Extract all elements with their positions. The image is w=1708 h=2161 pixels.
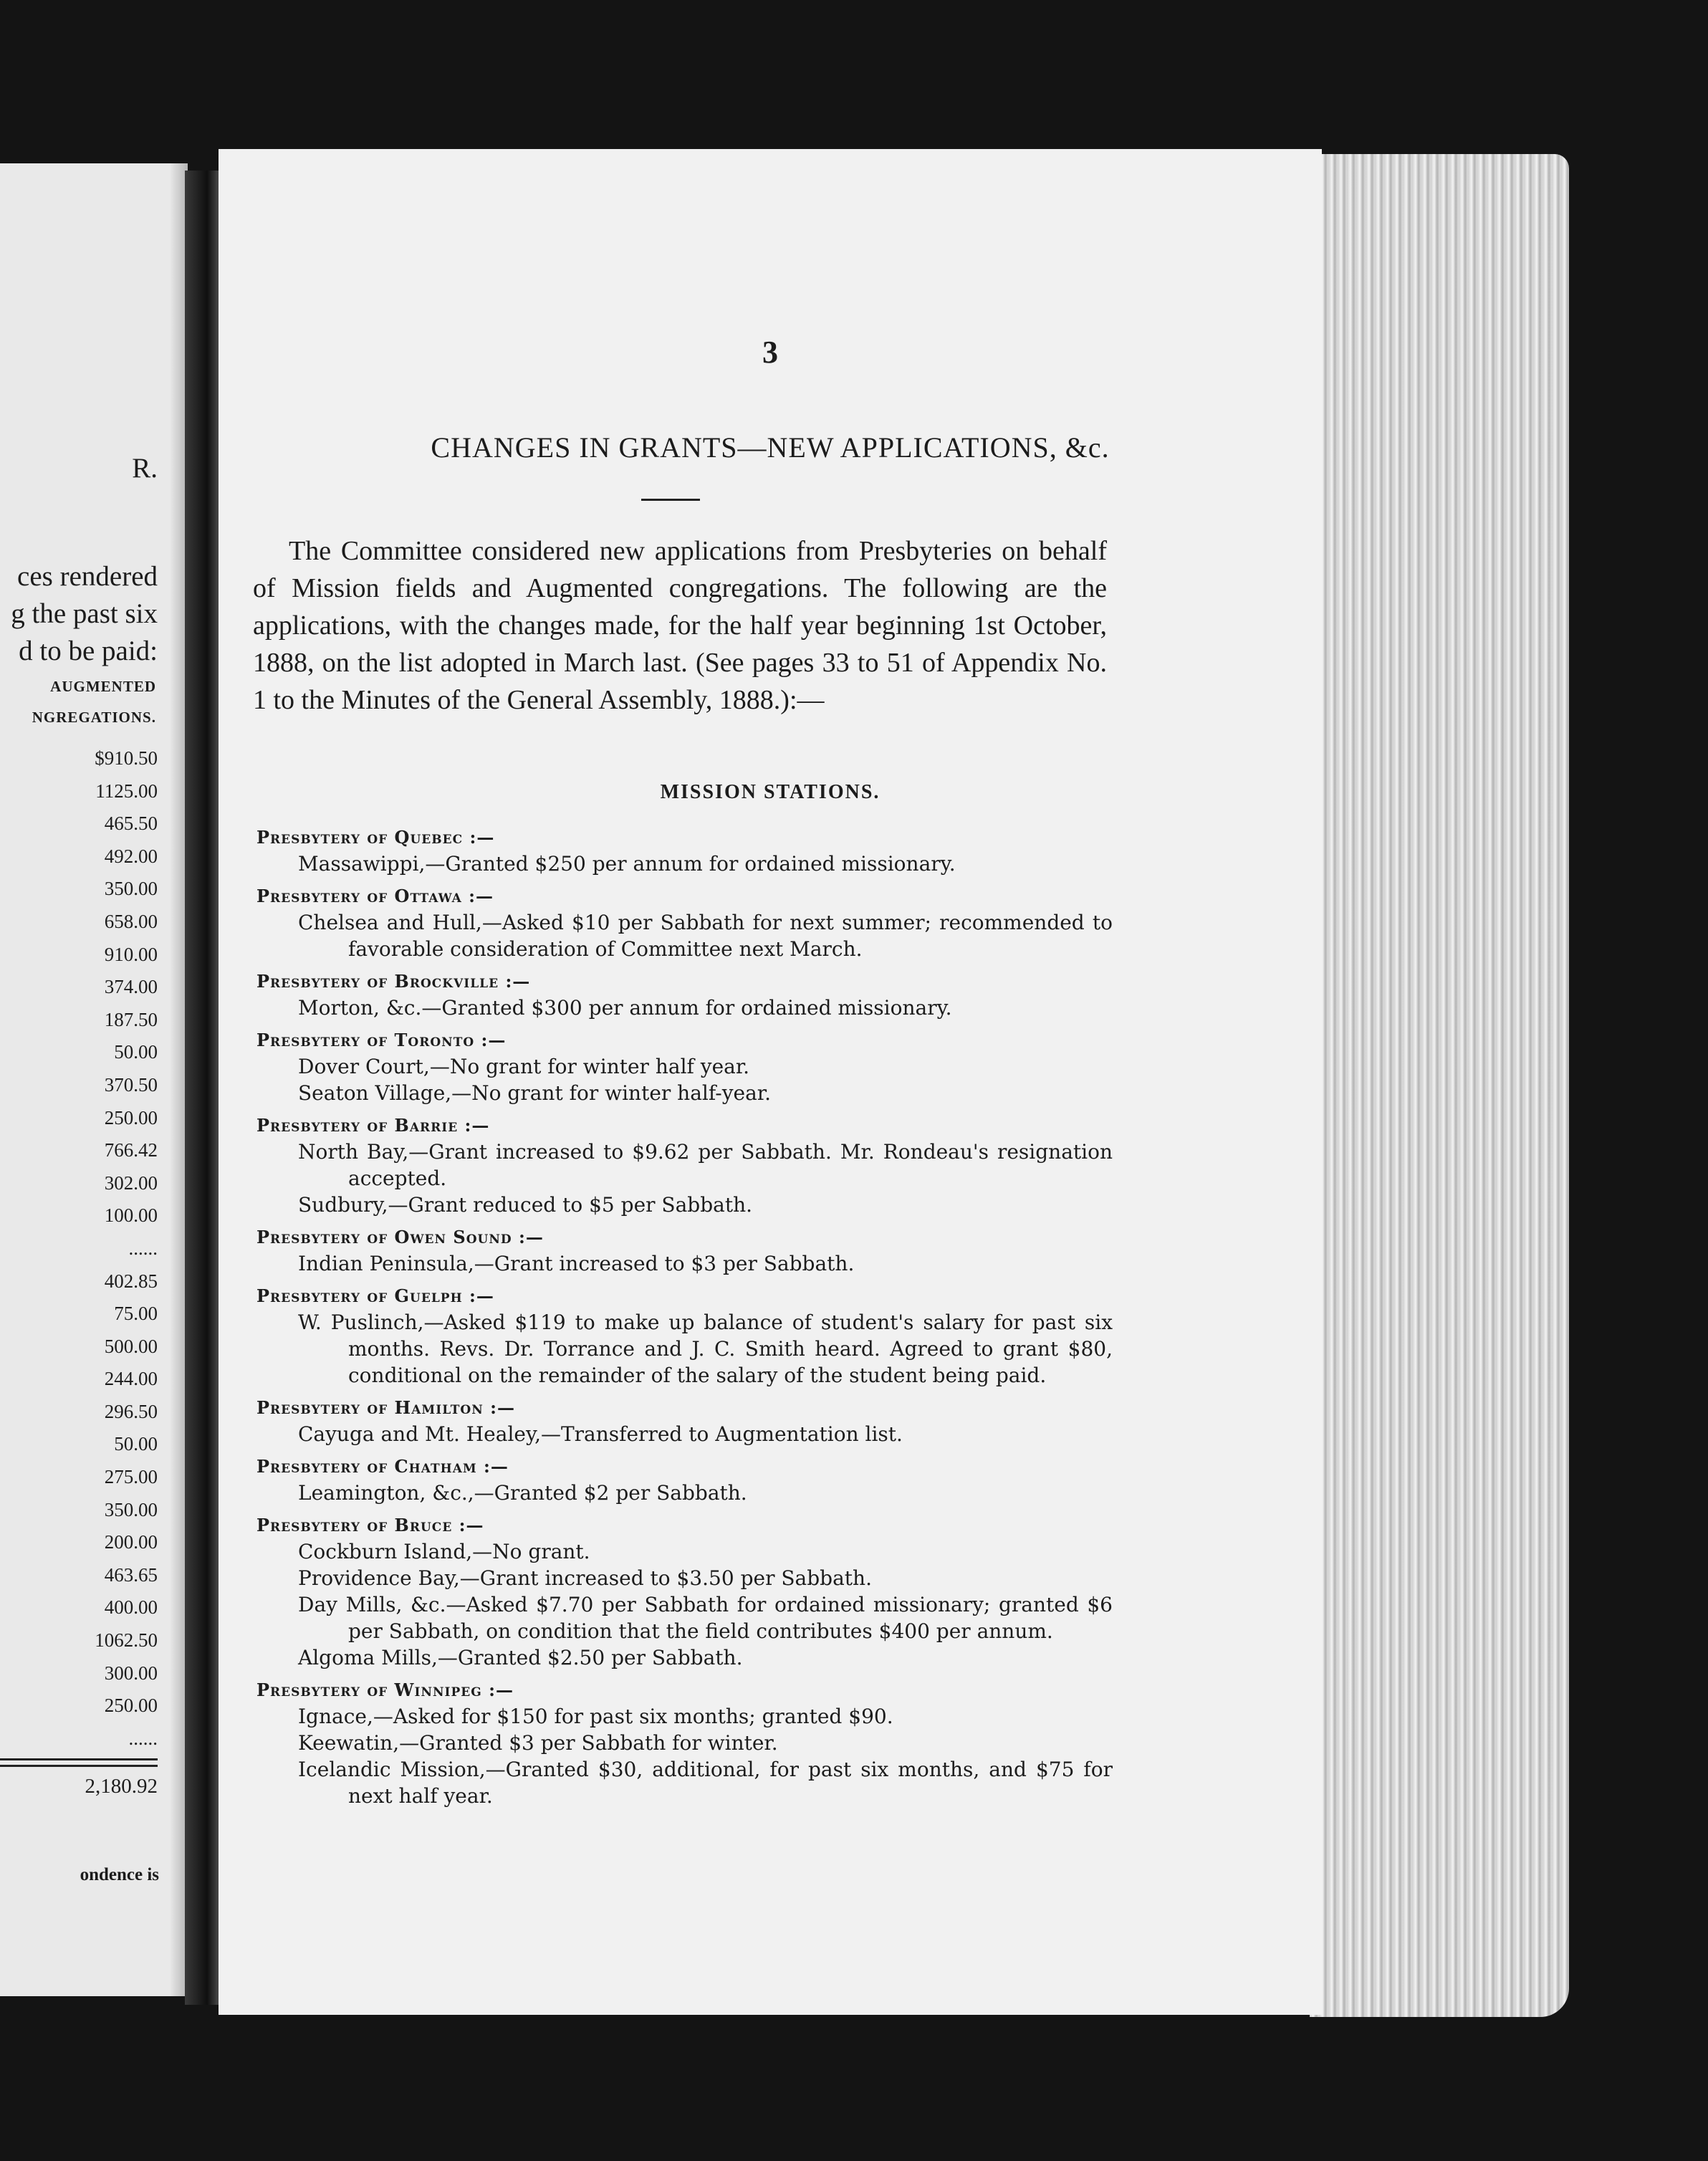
left-page-footer-text: ondence is — [80, 1865, 159, 1884]
amount-cell: 350.00 — [104, 878, 158, 900]
presbytery-heading: Presbytery of Bruce :— — [256, 1515, 484, 1535]
presbytery-block — [256, 1112, 1113, 1218]
presbytery-heading: Presbytery of Brockville :— — [256, 971, 531, 992]
amount-cell: 250.00 — [104, 1695, 158, 1717]
amount-cell: 50.00 — [114, 1041, 158, 1063]
amount-cell: 492.00 — [104, 845, 158, 867]
page-title: CHANGES IN GRANTS—NEW APPLICATIONS, &c. — [431, 431, 1110, 464]
station-entry: Sudbury,—Grant reduced to $5 per Sabbath. — [298, 1193, 753, 1217]
presbytery-block — [256, 1283, 1113, 1389]
amount-cell: 402.85 — [104, 1270, 158, 1292]
amount-cell: 500.00 — [104, 1335, 158, 1357]
presbytery-block — [256, 1394, 1113, 1447]
station-entry: Cayuga and Mt. Healey,—Transferred to Augmentation list. — [298, 1422, 903, 1446]
presbytery-heading: Presbytery of Guelph :— — [256, 1285, 494, 1306]
page-number: 3 — [762, 335, 778, 370]
left-page-text-line: g the past six — [11, 598, 158, 629]
amount-cell: 1062.50 — [95, 1629, 158, 1652]
amount-cell: 50.00 — [114, 1433, 158, 1455]
amount-cell: 75.00 — [114, 1303, 158, 1325]
presbytery-heading: Presbytery of Ottawa :— — [256, 886, 494, 906]
amount-cell: 275.00 — [104, 1466, 158, 1488]
amount-cell: $910.50 — [95, 747, 158, 769]
presbytery-block — [256, 1453, 1113, 1506]
station-entry: Indian Peninsula,—Grant increased to $3 per Sabbath. — [298, 1252, 855, 1275]
left-page-column-heading: AUGMENTED — [50, 678, 156, 695]
amount-cell: 370.50 — [104, 1073, 158, 1096]
presbytery-heading: Presbytery of Winnipeg :— — [256, 1680, 514, 1700]
amount-cell: 465.50 — [104, 813, 158, 835]
amount-cell: 302.00 — [104, 1171, 158, 1194]
station-entry: Algoma Mills,—Granted $2.50 per Sabbath. — [298, 1646, 743, 1669]
presbytery-heading: Presbytery of Chatham :— — [256, 1456, 509, 1477]
title-rule — [641, 499, 700, 501]
amount-cell: 187.50 — [104, 1008, 158, 1030]
left-page-text-line: R. — [132, 453, 158, 484]
station-entry: North Bay,—Grant increased to $9.62 per Sabbath. Mr. Rondeau's resignation accepted. — [298, 1140, 1113, 1190]
left-page-text-line: d to be paid: — [19, 636, 158, 666]
amount-cell: 244.00 — [104, 1368, 158, 1390]
amount-cell: 766.42 — [104, 1139, 158, 1161]
presbytery-heading: Presbytery of Hamilton :— — [256, 1397, 515, 1418]
amount-cell: 1125.00 — [95, 780, 158, 802]
station-entry: Chelsea and Hull,—Asked $10 per Sabbath for next summer; recommended to favorable consideration of Committee next March. — [298, 911, 1113, 961]
station-entry: Dover Court,—No grant for winter half year. — [298, 1055, 750, 1078]
amount-cell: 463.65 — [104, 1563, 158, 1586]
station-entry: Cockburn Island,—No grant. — [298, 1540, 590, 1563]
intro-paragraph: The Committee considered new applications from Presbyteries on behalf of Mission fields and Augmented congregations. The following are the applications, with the changes made, for the half year beginning 1st October, 1888, on the list adopted in March last. (See pages 33 to 51 of Appendix No. 1 to the Minutes of the General Assembly, 1888.):— — [253, 536, 1107, 715]
left-page-text-line: ces rendered — [17, 561, 158, 592]
amount-cell: 350.00 — [104, 1498, 158, 1520]
station-entry: Providence Bay,—Grant increased to $3.50 per Sabbath. — [298, 1566, 872, 1590]
presbytery-block — [256, 1512, 1113, 1671]
presbytery-heading: Presbytery of Owen Sound :— — [256, 1227, 544, 1247]
main-page — [219, 149, 1322, 2015]
station-entry: W. Puslinch,—Asked $119 to make up balance of student's salary for past six months. Revs. Dr. Torrance and J. C. Smith heard. Agreed to grant $80, conditional on the remainder of the salary of the student being paid. — [298, 1311, 1113, 1387]
station-entry: Icelandic Mission,—Granted $30, additional, for past six months, and $75 for next half year. — [298, 1758, 1113, 1808]
station-entry: Massawippi,—Granted $250 per annum for ordained missionary. — [298, 852, 956, 876]
presbytery-heading: Presbytery of Toronto :— — [256, 1030, 507, 1050]
presbytery-block — [256, 1224, 1113, 1277]
presbytery-block — [256, 883, 1113, 962]
station-entry: Leamington, &c.,—Granted $2 per Sabbath. — [298, 1481, 747, 1505]
amount-cell: 200.00 — [104, 1531, 158, 1553]
left-page-column-heading: NGREGATIONS. — [32, 709, 156, 726]
section-heading: MISSION STATIONS. — [660, 781, 881, 803]
total-rule — [0, 1758, 158, 1760]
book-page-edges — [1310, 154, 1569, 2017]
station-entry: Keewatin,—Granted $3 per Sabbath for winter. — [298, 1731, 778, 1755]
amount-cell: 400.00 — [104, 1596, 158, 1619]
presbytery-heading: Presbytery of Barrie :— — [256, 1115, 490, 1136]
amount-cell: ...... — [128, 1237, 158, 1259]
amount-cell: 910.00 — [104, 943, 158, 965]
left-page-amount-column — [14, 742, 158, 1755]
mission-stations-list — [256, 824, 1113, 1809]
presbytery-block — [256, 968, 1113, 1021]
left-page-total: 2,180.92 — [85, 1775, 158, 1798]
book-spine — [185, 171, 222, 2005]
amount-cell: 658.00 — [104, 910, 158, 932]
presbytery-block — [256, 1677, 1113, 1809]
station-entry: Morton, &c.—Granted $300 per annum for ordained missionary. — [298, 996, 952, 1020]
presbytery-heading: Presbytery of Quebec :— — [256, 827, 495, 848]
presbytery-block — [256, 1027, 1113, 1106]
amount-cell: 100.00 — [104, 1204, 158, 1227]
left-page-fragment — [0, 163, 188, 1996]
amount-cell: 374.00 — [104, 976, 158, 998]
amount-cell: 296.50 — [104, 1400, 158, 1422]
amount-cell: 300.00 — [104, 1662, 158, 1684]
station-entry: Ignace,—Asked for $150 for past six months; granted $90. — [298, 1705, 893, 1728]
total-rule — [0, 1765, 158, 1767]
presbytery-block — [256, 824, 1113, 877]
station-entry: Day Mills, &c.—Asked $7.70 per Sabbath for ordained missionary; granted $6 per Sabbath, on condition that the field contributes $400 per annum. — [298, 1593, 1113, 1643]
amount-cell: 250.00 — [104, 1106, 158, 1129]
station-entry: Seaton Village,—No grant for winter half-year. — [298, 1081, 771, 1105]
amount-cell: ...... — [128, 1727, 158, 1749]
